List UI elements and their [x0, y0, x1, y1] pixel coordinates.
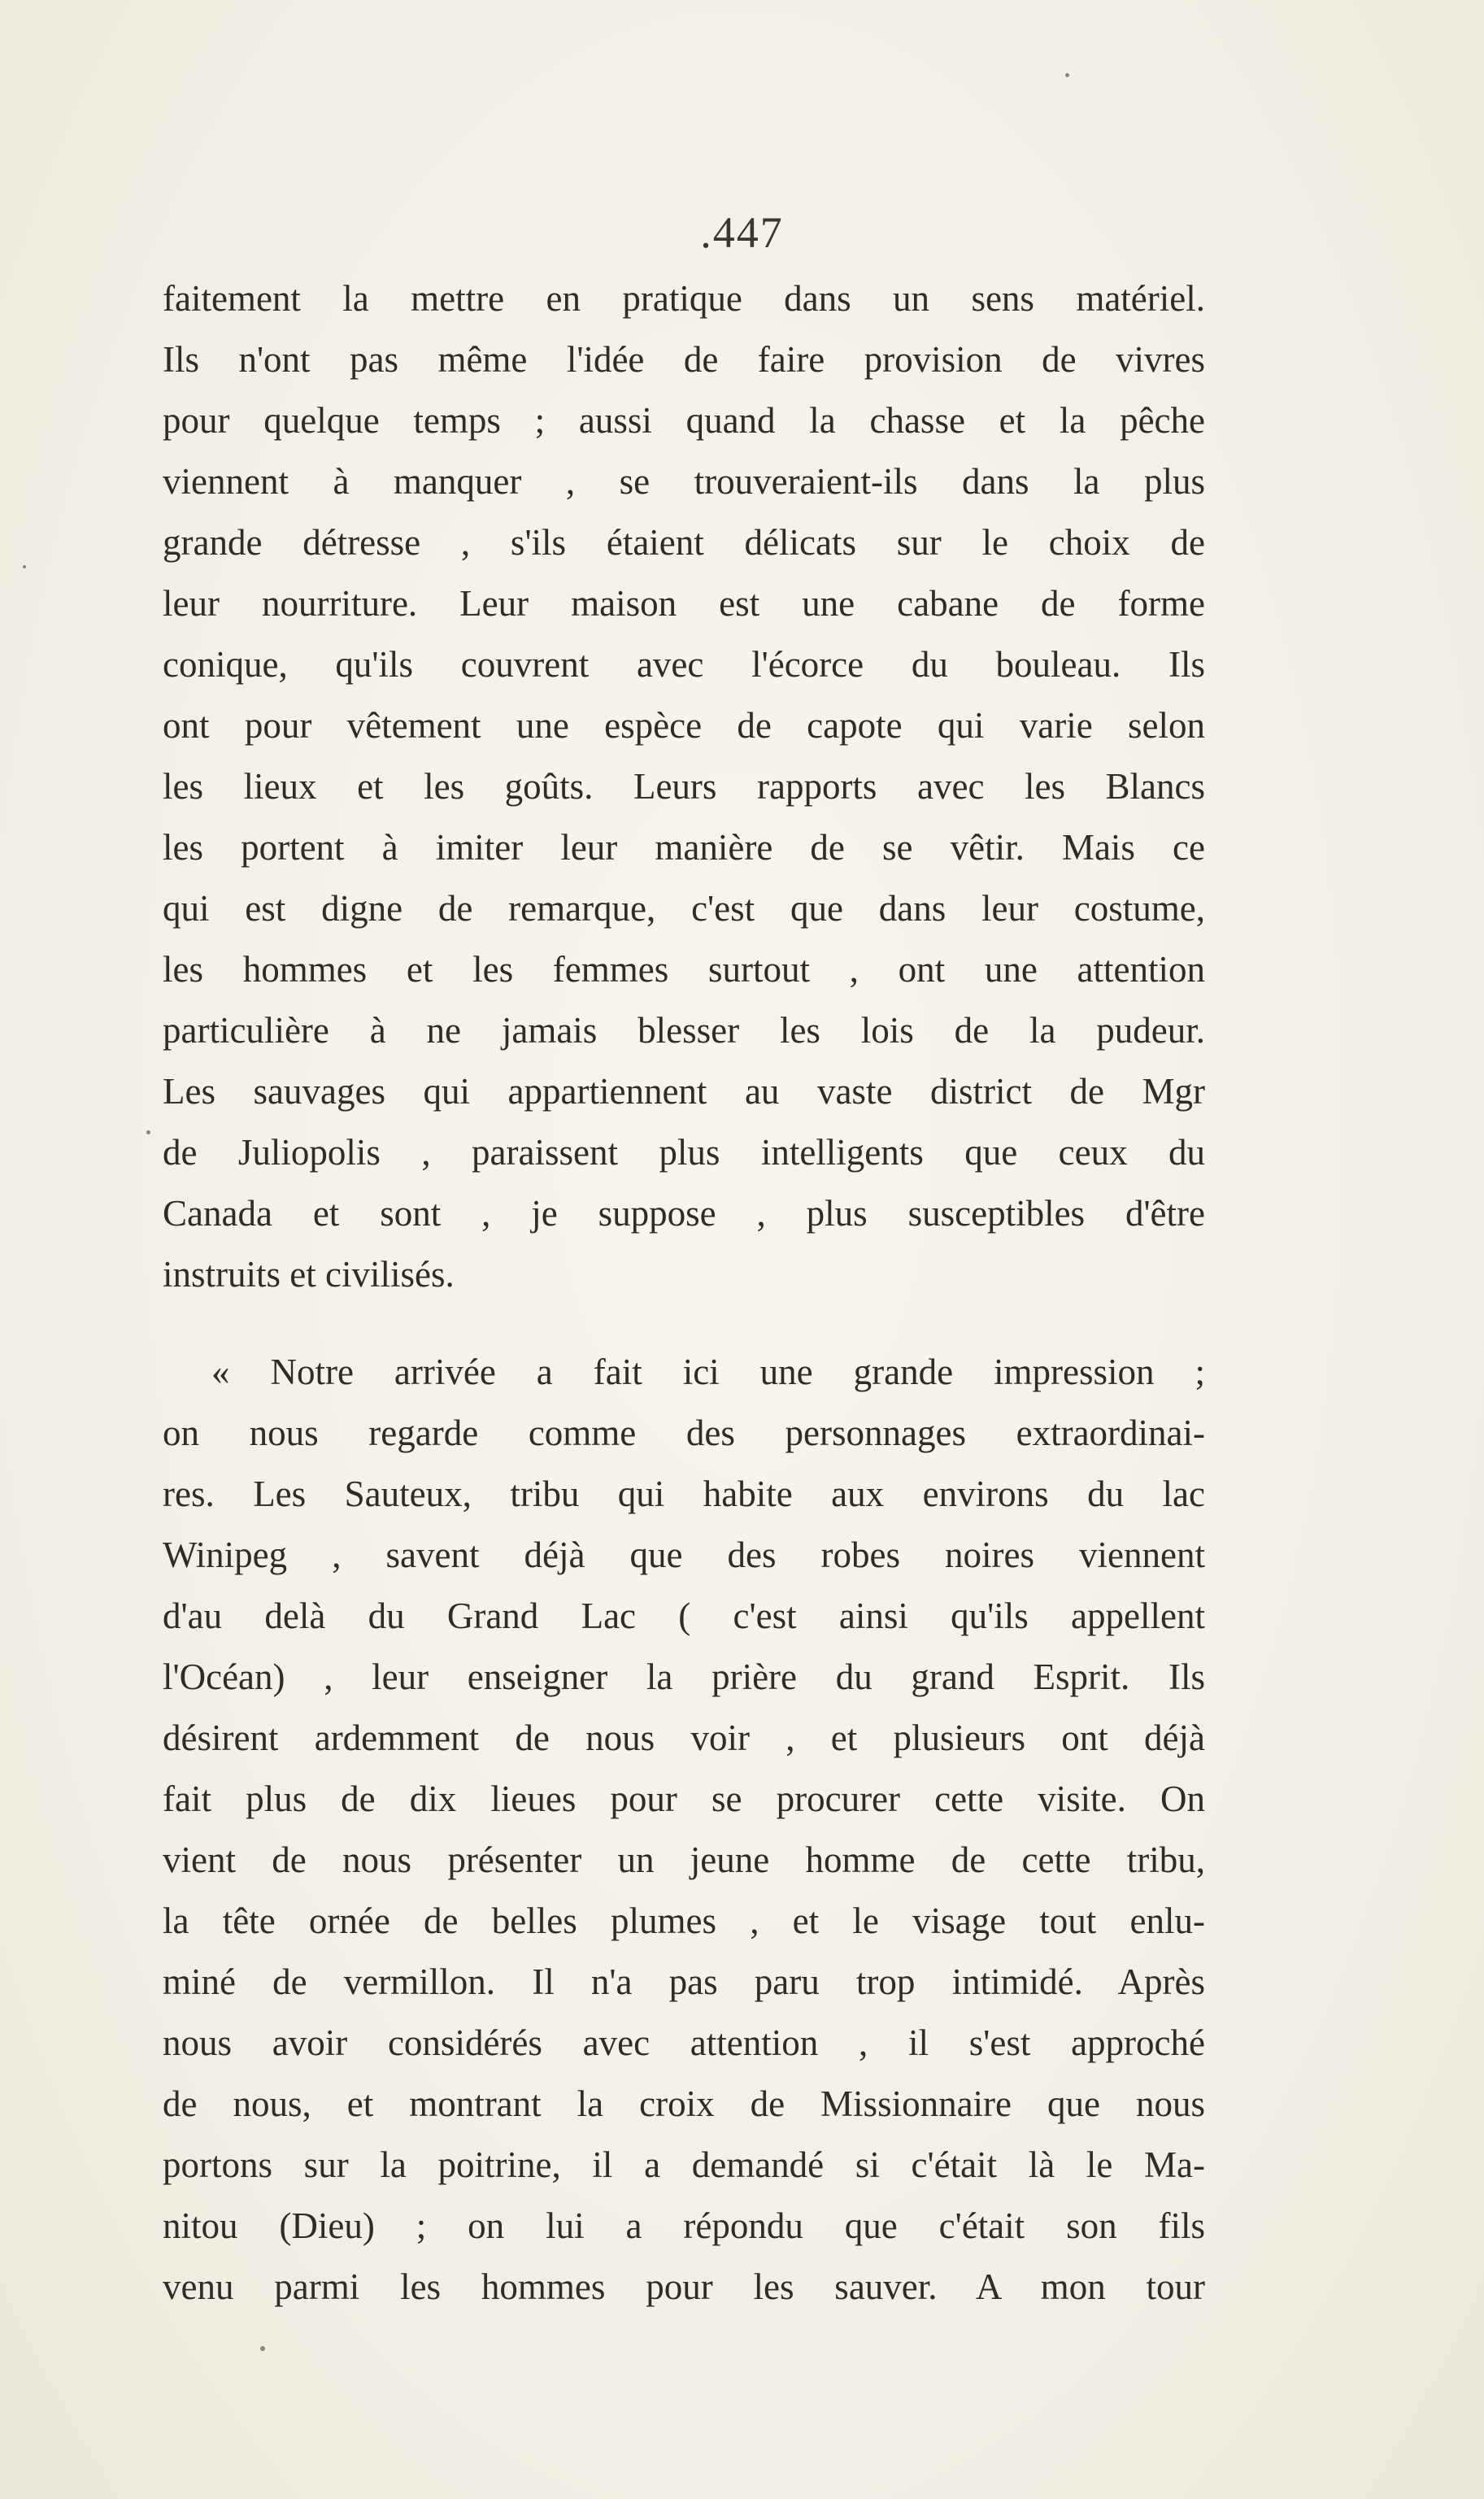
text-line: nous avoir considérés avec attention , il s'est approché: [163, 2022, 1205, 2063]
text-line: pour quelque temps ; aussi quand la chasse et la pêche: [163, 400, 1205, 441]
text-line: portons sur la poitrine, il a demandé si c'était là le Ma-: [163, 2144, 1205, 2185]
text-line: faitement la mettre en pratique dans un sens matériel.: [163, 278, 1205, 319]
paper-speck: [23, 565, 26, 568]
text-line: l'Océan) , leur enseigner la prière du grand Esprit. Ils: [163, 1657, 1205, 1697]
text-line: Ils n'ont pas même l'idée de faire provision de vivres: [163, 339, 1205, 380]
text-line: qui est digne de remarque, c'est que dans leur costume,: [163, 888, 1205, 929]
text-line: « Notre arrivée a fait ici une grande impression ;: [211, 1352, 1205, 1392]
text-line: fait plus de dix lieues pour se procurer cette visite. On: [163, 1778, 1205, 1819]
text-line: de Juliopolis , paraissent plus intelligents que ceux du: [163, 1132, 1205, 1173]
text-line: nitou (Dieu) ; on lui a répondu que c'était son fils: [163, 2205, 1205, 2246]
text-line: res. Les Sauteux, tribu qui habite aux environs du lac: [163, 1474, 1205, 1514]
text-line: grande détresse , s'ils étaient délicats sur le choix de: [163, 522, 1205, 563]
page-number: .447: [700, 208, 784, 257]
text-line: ont pour vêtement une espèce de capote qui varie selon: [163, 705, 1205, 746]
text-line: on nous regarde comme des personnages extraordinai-: [163, 1413, 1205, 1453]
paragraph-2: [163, 1342, 1205, 2318]
text-line: conique, qu'ils couvrent avec l'écorce du bouleau. Ils: [163, 644, 1205, 685]
text-line: les portent à imiter leur manière de se vêtir. Mais ce: [163, 827, 1205, 868]
paper-speck: [260, 2346, 265, 2351]
text-line: particulière à ne jamais blesser les lois de la pudeur.: [163, 1010, 1205, 1051]
paragraph-1: [163, 268, 1205, 1305]
text-line: instruits et civilisés.: [163, 1254, 455, 1295]
text-line: d'au delà du Grand Lac ( c'est ainsi qu'ils appellent: [163, 1596, 1205, 1636]
text-line: Winipeg , savent déjà que des robes noires viennent: [163, 1535, 1205, 1575]
text-line: miné de vermillon. Il n'a pas paru trop intimidé. Après: [163, 1961, 1205, 2002]
text-line: Les sauvages qui appartiennent au vaste district de Mgr: [163, 1071, 1205, 1112]
text-line: venu parmi les hommes pour les sauver. A mon tour: [163, 2266, 1205, 2307]
paper-speck: [146, 1130, 150, 1134]
text-line: de nous, et montrant la croix de Missionnaire que nous: [163, 2083, 1205, 2124]
text-line: Canada et sont , je suppose , plus susceptibles d'être: [163, 1193, 1205, 1234]
text-line: les hommes et les femmes surtout , ont une attention: [163, 949, 1205, 990]
text-line: viennent à manquer , se trouveraient-ils dans la plus: [163, 461, 1205, 502]
text-line: la tête ornée de belles plumes , et le visage tout enlu-: [163, 1900, 1205, 1941]
text-line: désirent ardemment de nous voir , et plusieurs ont déjà: [163, 1718, 1205, 1758]
text-line: les lieux et les goûts. Leurs rapports avec les Blancs: [163, 766, 1205, 807]
text-line: vient de nous présenter un jeune homme de cette tribu,: [163, 1839, 1205, 1880]
text-line: leur nourriture. Leur maison est une cabane de forme: [163, 583, 1205, 624]
paper-speck: [1065, 73, 1069, 77]
